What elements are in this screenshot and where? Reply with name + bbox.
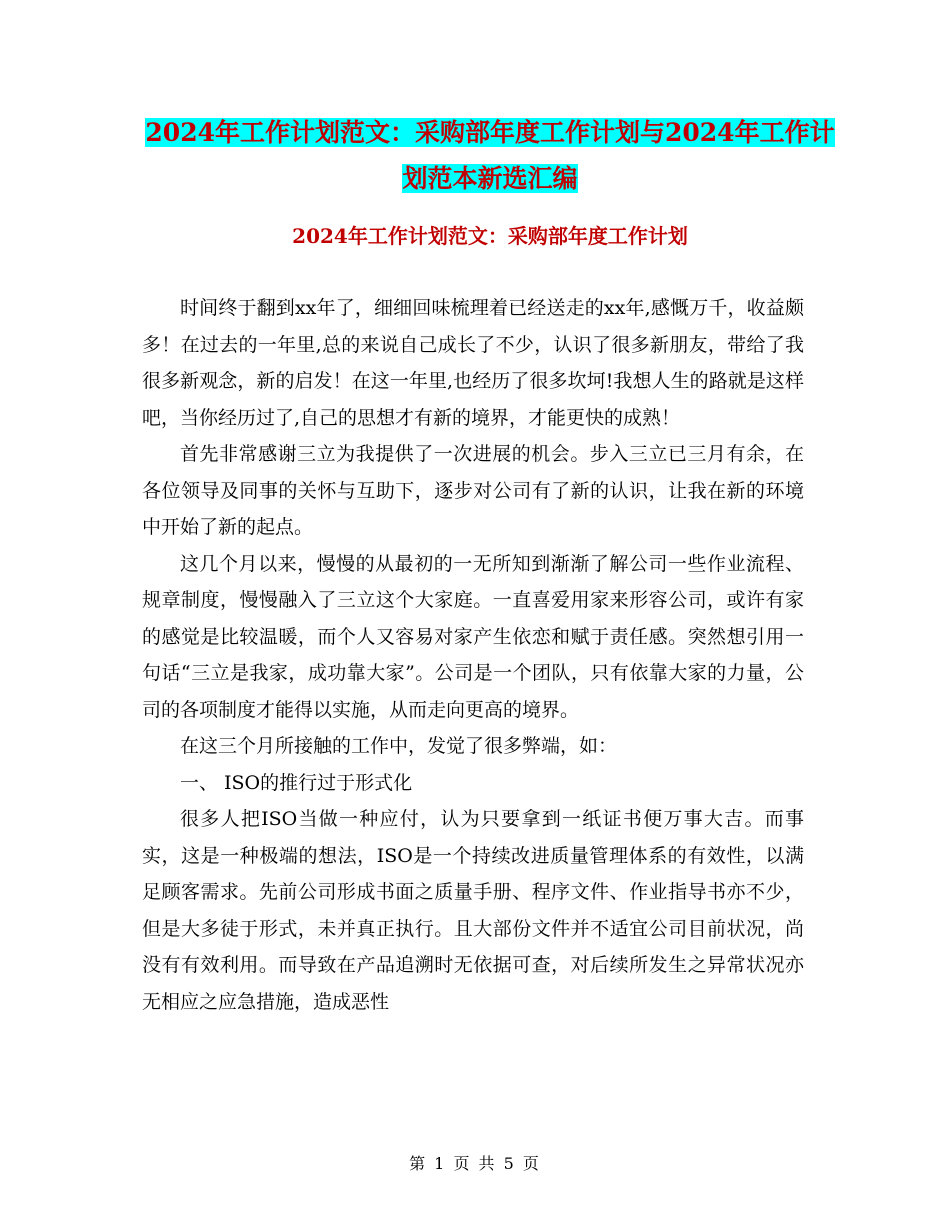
paragraph: 时间终于翻到xx年了，细细回味梳理着已经送走的xx年,感慨万千，收益颇多！在过去的一年里,总的来说自己成长了不少，认识了很多新朋友，带给了我很多新观念，新的启发！在这一年里,也经历了很多坎坷!我想人生的路就是这样吧，当你经历过了,自己的思想才有新的境界，才能更快的成熟！ bbox=[142, 297, 804, 429]
paragraph: 在这三个月所接触的工作中，发觉了很多弊端，如： bbox=[180, 735, 618, 757]
list-heading: 一、 ISO的推行过于形式化 bbox=[180, 771, 413, 794]
paragraph: 首先非常感谢三立为我提供了一次进展的机会。步入三立已三月有余，在各位领导及同事的关怀与互助下，逐步对公司有了新的认识，让我在新的环境中开始了新的起点。 bbox=[142, 443, 804, 538]
paragraph: 很多人把ISO当做一种应付，认为只要拿到一纸证书便万事大吉。而事实，这是一种极端的想法，ISO是一个持续改进质量管理体系的有效性，以满足顾客需求。先前公司形成书面之质量手册、程序文件、作业指导书亦不少，但是大多徒于形式，未并真正执行。且大部份文件并不适宜公司目前状况，尚没有有效利用。而导致在产品追溯时无依据可查，对后续所发生之异常状况亦无相应之应急措施，造成恶性 bbox=[142, 808, 804, 1013]
page-number-footer: 第 1 页 共 5 页 bbox=[409, 1154, 541, 1173]
document-body bbox=[142, 290, 804, 1020]
document-title bbox=[140, 110, 840, 202]
paragraph: 这几个月以来，慢慢的从最初的一无所知到渐渐了解公司一些作业流程、规章制度，慢慢融入了三立这个大家庭。一直喜爱用家来形容公司，或许有家的感觉是比较温暖，而个人又容易对家产生依恋和赋于责任感。突然想引用一句话“三立是我家，成功靠大家”。公司是一个团队，只有依靠大家的力量，公司的各项制度才能得以实施，从而走向更高的境界。 bbox=[142, 552, 804, 721]
document-title-text: 2024年工作计划范文：采购部年度工作计划与2024年工作计划范本新选汇编 bbox=[145, 118, 835, 193]
section-subtitle: 2024年工作计划范文：采购部年度工作计划 bbox=[292, 224, 688, 248]
